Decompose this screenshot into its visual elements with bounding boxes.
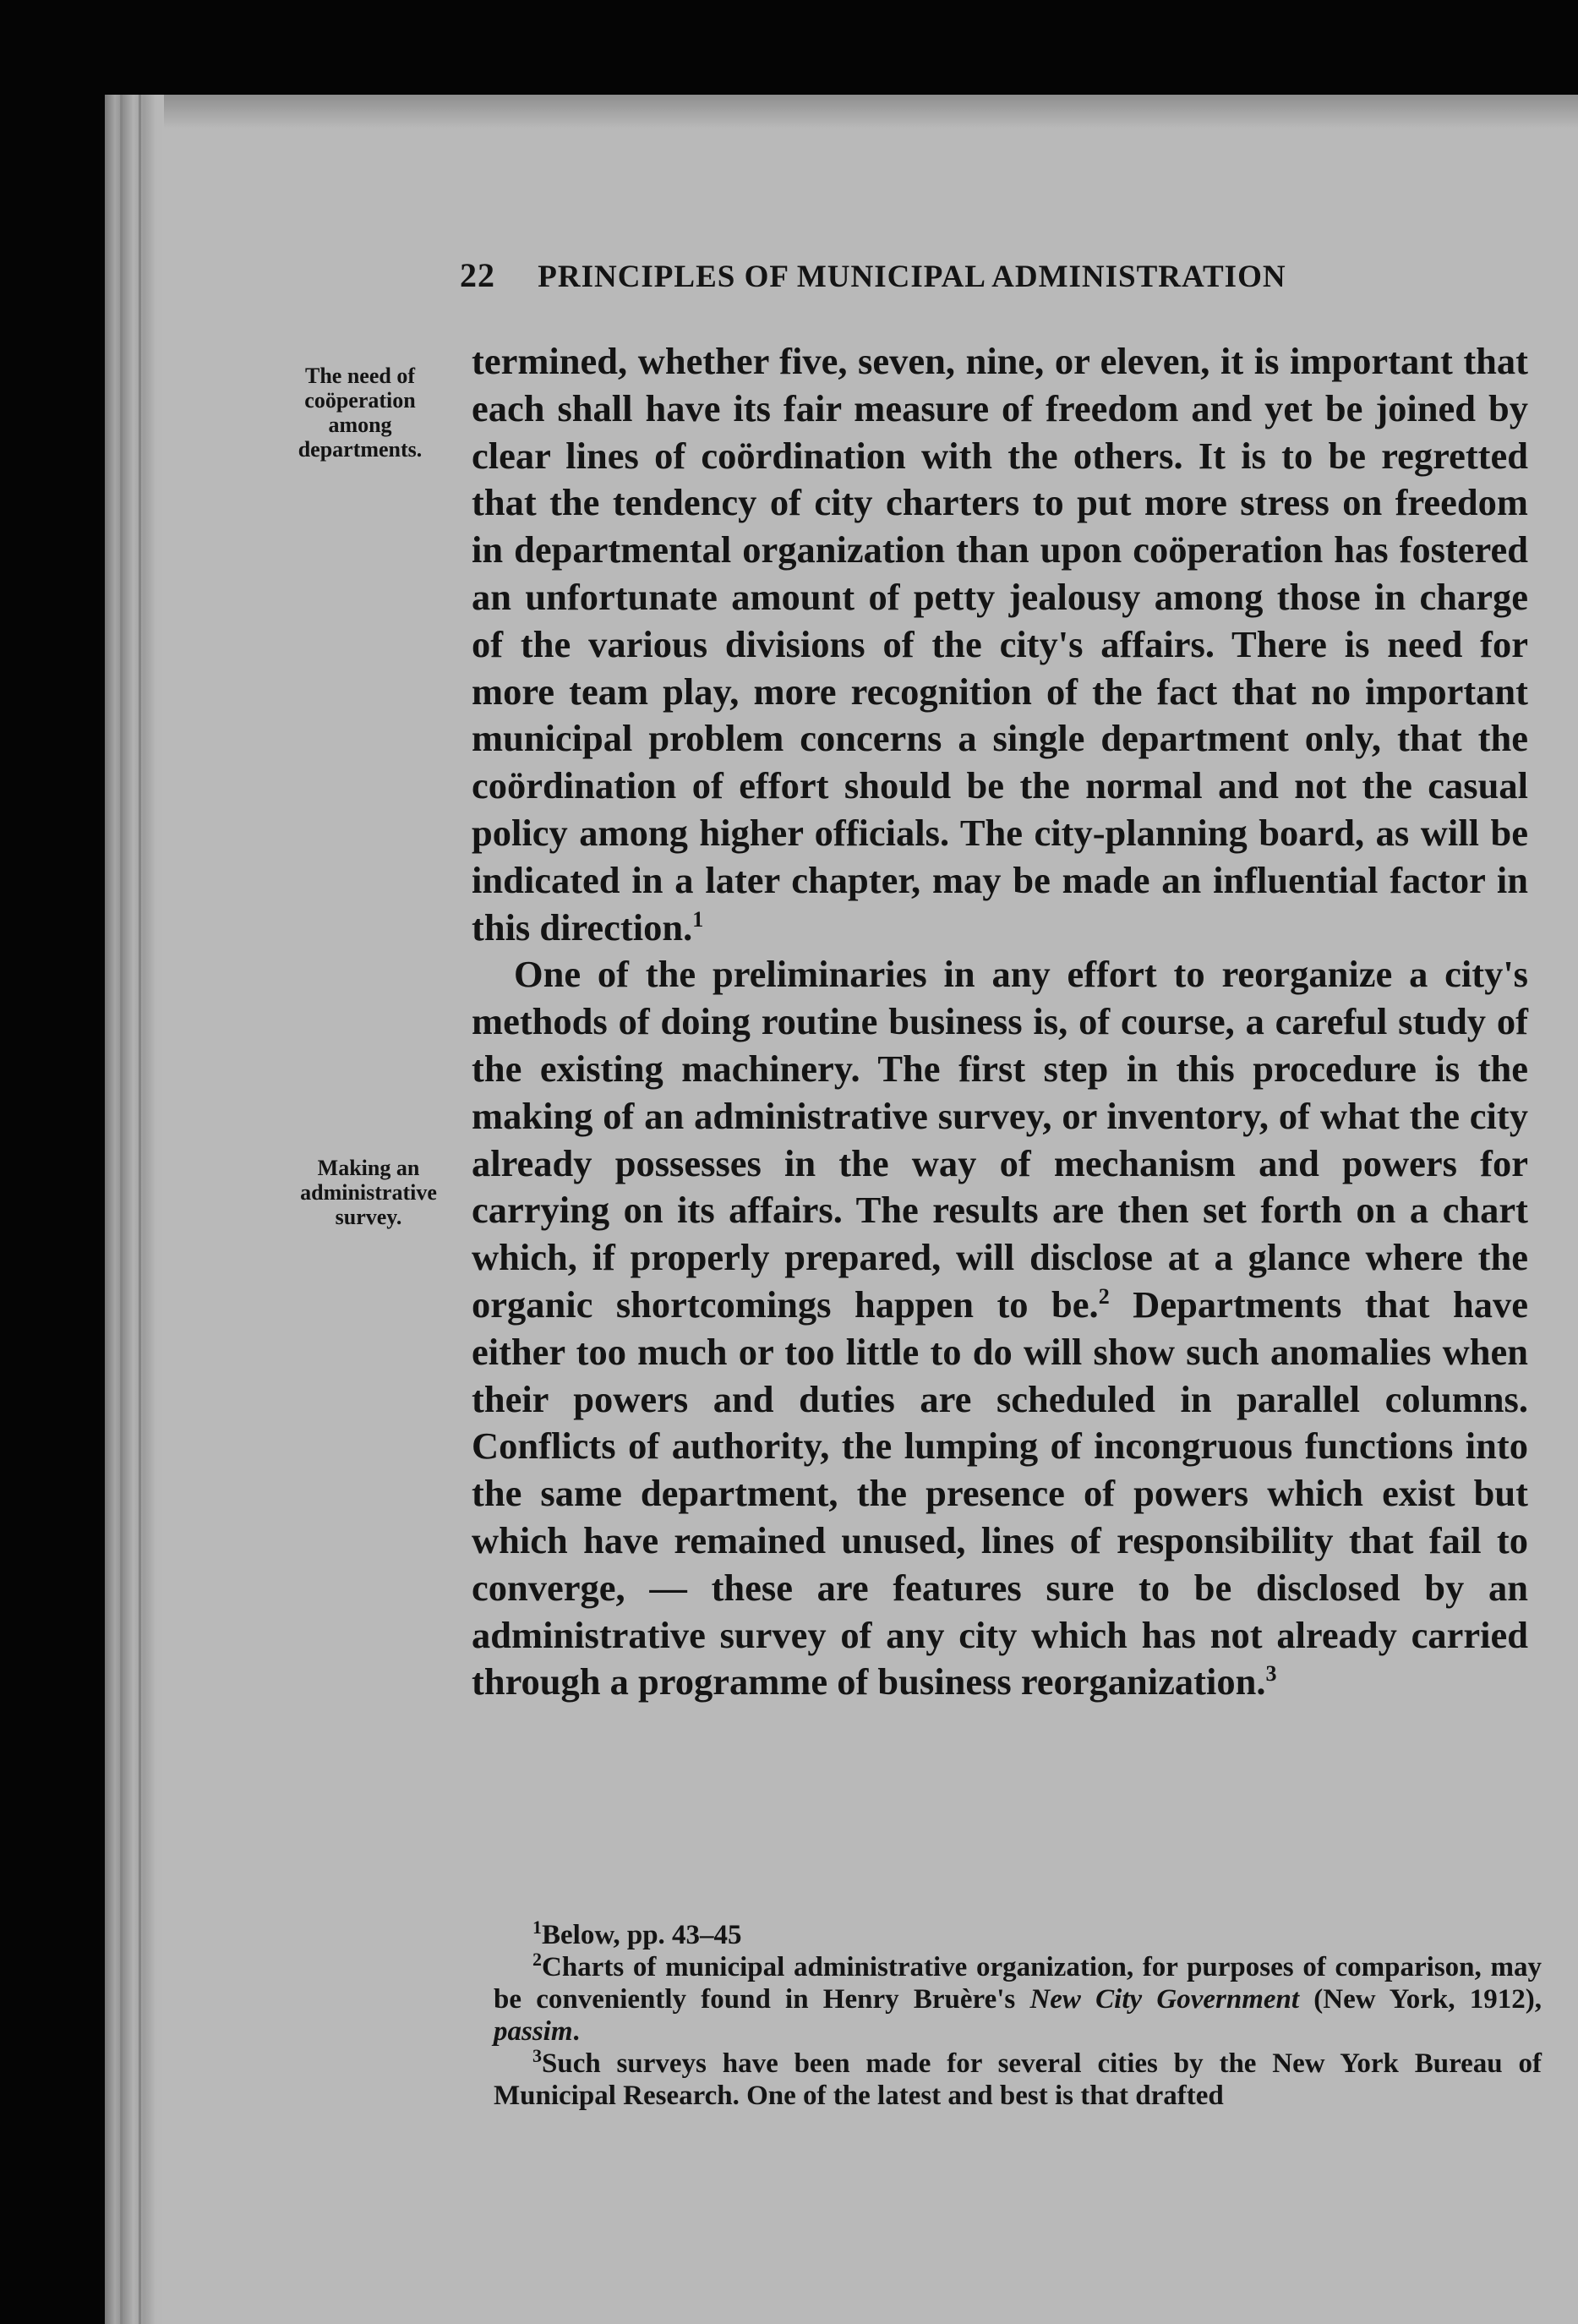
footnote-2-text: Charts of municipal administrative organization, for purposes of comparison, may be conveniently found in Henry Bruère's bbox=[494, 1952, 1542, 2015]
footnotes bbox=[494, 1919, 1542, 2112]
paragraph-2 bbox=[472, 951, 1528, 1706]
footnote-2-end: . bbox=[572, 2016, 580, 2047]
footnote-1-mark: 1 bbox=[532, 1917, 542, 1938]
footnote-3 bbox=[494, 2045, 1542, 2112]
footnote-3-text: Such surveys have been made for several cities by the New York Bureau of Municipal Research. One of the latest and best is that drafted bbox=[494, 2048, 1542, 2111]
footnote-2 bbox=[494, 1951, 1542, 2048]
running-title: PRINCIPLES OF MUNICIPAL ADMINISTRATION bbox=[538, 260, 1286, 294]
footnote-2-publication: (New York, 1912), bbox=[1299, 1984, 1542, 2015]
paragraph-1-text: termined, whether five, seven, nine, or eleven, it is important that each shall have its fair measure of freedom and yet be joined by clear lines of coördination with the others. It is to be regretted that the tendency of city charters to put more stress on freedom in departmental organization than upon coöperation has fostered an unfortunate amount of petty jealousy among those in charge of the various divisions of the city's affairs. There is need for more team play, more recognition of the fact that no important municipal problem concerns a single department only, that the coördination of effort should be the normal and not the casual policy among higher officials. The city-planning board, as will be indicated in a later chapter, may be made an influential factor in this direction. bbox=[472, 340, 1528, 949]
footnote-ref-2: 2 bbox=[1098, 1284, 1110, 1310]
footnote-2-passim: passim bbox=[494, 2016, 573, 2047]
paragraph-1 bbox=[472, 338, 1528, 951]
footnote-ref-1: 1 bbox=[692, 906, 704, 932]
page-edge-line bbox=[120, 95, 123, 2324]
footnote-3-mark: 3 bbox=[532, 2045, 542, 2066]
footnote-2-book-title: New City Government bbox=[1029, 1984, 1300, 2015]
book-page bbox=[105, 95, 1578, 2324]
page-top-shade bbox=[105, 95, 1578, 129]
page-number: 22 bbox=[460, 256, 495, 294]
binding-shadow bbox=[105, 95, 164, 2324]
footnote-1 bbox=[494, 1919, 1542, 1951]
running-header bbox=[460, 255, 1525, 295]
footnote-2-mark: 2 bbox=[532, 1949, 542, 1970]
footnote-1-text: Below, pp. 43–45 bbox=[542, 1920, 742, 1950]
paragraph-2-text-a: One of the preliminaries in any effort to reorganize a city's methods of doing routine business is, of course, a careful study of the existing machinery. The first step in this procedure is the making of an administrative survey, or inventory, of what the city already possesses in the way of mechanism and powers for carrying on its affairs. The results are then set forth on a chart which, if properly prepared, will disclose at a glance where the organic shortcomings happen to be. bbox=[472, 953, 1528, 1326]
paragraph-2-text-b: Departments that have either too much or too little to do will show such anomalies when their powers and duties are scheduled in parallel columns. Conflicts of authority, the lumping of incongruous functions into the same department, the presence of powers which exist but which have remained unused, lines of responsibility that fail to converge, — these are features sure to be disclosed by an administrative survey of any city which has not already carried through a programme of business reorganization. bbox=[472, 1282, 1528, 1703]
footnote-ref-3: 3 bbox=[1265, 1661, 1277, 1687]
page-edge-line bbox=[139, 95, 141, 2324]
body-text bbox=[472, 338, 1528, 1706]
margin-note-survey: Making an administrative survey. bbox=[300, 1156, 437, 1229]
margin-note-cooperation: The need of coöperation among departments. bbox=[298, 364, 423, 462]
